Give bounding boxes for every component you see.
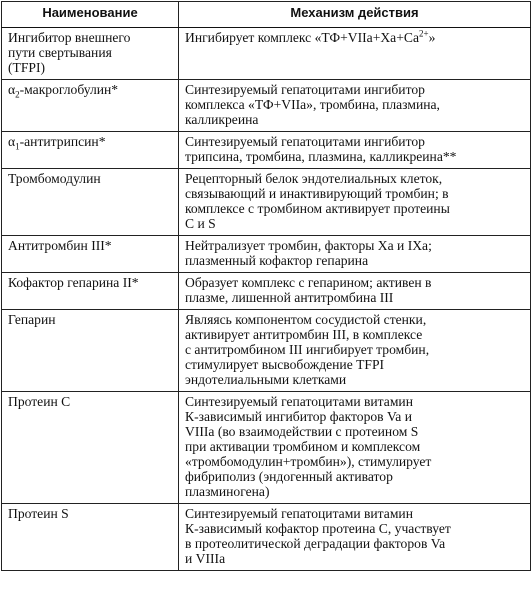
mechanism-line: C и S — [185, 216, 216, 231]
cell-mechanism — [179, 169, 531, 236]
mechanism-line: плазменный кофактор гепарина — [185, 253, 369, 268]
cell-name — [2, 80, 179, 132]
mechanism-line: «тромбомодулин+тромбин»), стимулирует — [185, 454, 432, 469]
mechanism-line: Нейтрализует тромбин, факторы Xa и IXa; — [185, 238, 432, 253]
cell-name — [2, 169, 179, 236]
table-row — [2, 132, 531, 169]
mechanism-line: плазминогена) — [185, 484, 270, 499]
cell-name — [2, 132, 179, 169]
cell-name — [2, 273, 179, 310]
cell-name — [2, 392, 179, 504]
cell-mechanism — [179, 28, 531, 80]
name-line: $\alpha_2-макроглобулин*$ — [8, 82, 119, 100]
mechanism-line: Образует комплекс с гепарином; активен в — [185, 275, 432, 290]
mechanism-line: связывающий и инактивирующий тромбин; в — [185, 186, 449, 201]
cell-mechanism — [179, 273, 531, 310]
mechanism-line: фибриполиз (эндогенный активатор — [185, 469, 393, 484]
table-header-row — [2, 2, 531, 28]
mechanism-line: трипсина, тромбина, плазмина, калликреина** — [185, 149, 457, 164]
name-line: Гепарин — [8, 312, 56, 327]
mechanism-line: Ингибирует комплекс «$ТФ+VIIa+Xa+Ca^{2+}$» — [185, 28, 436, 45]
table-row — [2, 310, 531, 392]
cell-mechanism — [179, 392, 531, 504]
cell-name — [2, 236, 179, 273]
header-mechanism: Механизм действия — [179, 2, 531, 28]
mechanism-line: К-зависимый ингибитор факторов Va и — [185, 409, 413, 424]
table-row — [2, 28, 531, 80]
mechanism-line: К-зависимый кофактор протеина С, участвует — [185, 521, 451, 536]
table-row — [2, 169, 531, 236]
cell-mechanism — [179, 310, 531, 392]
cell-name — [2, 504, 179, 571]
cell-mechanism — [179, 236, 531, 273]
cell-mechanism — [179, 80, 531, 132]
cell-mechanism — [179, 504, 531, 571]
header-name: Наименование — [2, 2, 179, 28]
mechanism-line: VIIIa (во взаимодействии с протеином S — [185, 424, 419, 439]
mechanism-line: и VIIIa — [185, 551, 226, 566]
mechanism-line: Синтезируемый гепатоцитами ингибитор — [185, 82, 425, 97]
cell-name — [2, 28, 179, 80]
name-line: (TFPI) — [8, 60, 46, 75]
mechanism-line: плазме, лишенной антитромбина III — [185, 290, 394, 305]
name-line: Кофактор гепарина II* — [8, 275, 139, 290]
mechanism-line: Синтезируемый гепатоцитами витамин — [185, 506, 413, 521]
cell-name — [2, 310, 179, 392]
mechanism-line: Рецепторный белок эндотелиальных клеток, — [185, 171, 443, 186]
name-line: Протеин S — [8, 506, 69, 521]
table-row — [2, 80, 531, 132]
mechanism-line: в протеолитической деградации факторов Va — [185, 536, 446, 551]
table-row — [2, 504, 531, 571]
mechanism-line: с антитромбином III ингибирует тромбин, — [185, 342, 430, 357]
mechanism-line: при активации тромбином и комплексом — [185, 439, 421, 454]
table-row — [2, 392, 531, 504]
mechanism-line: Синтезируемый гепатоцитами витамин — [185, 394, 413, 409]
mechanism-line: стимулирует высвобождение TFPI — [185, 357, 385, 372]
table-row — [2, 236, 531, 273]
cell-mechanism — [179, 132, 531, 169]
anticoagulant-table — [1, 1, 531, 571]
mechanism-line: активирует антитромбин III, в комплексе — [185, 327, 423, 342]
mechanism-line: комплексе с тромбином активирует протеины — [185, 201, 450, 216]
mechanism-line: комплекса «ТФ+VIIa», тромбина, плазмина, — [185, 97, 440, 112]
mechanism-line: эндотелиальными клетками — [185, 372, 347, 387]
mechanism-line: Синтезируемый гепатоцитами ингибитор — [185, 134, 425, 149]
mechanism-line: Являясь компонентом сосудистой стенки, — [185, 312, 427, 327]
name-line: Ингибитор внешнего — [8, 30, 131, 45]
name-line: Антитромбин III* — [8, 238, 112, 253]
table-row — [2, 273, 531, 310]
table-body — [2, 28, 531, 571]
name-line: Тромбомодулин — [8, 171, 101, 186]
name-line: $\alpha_1-антитрипсин*$ — [8, 134, 106, 152]
mechanism-line: калликреина — [185, 112, 259, 127]
name-line: пути свертывания — [8, 45, 112, 60]
name-line: Протеин С — [8, 394, 71, 409]
